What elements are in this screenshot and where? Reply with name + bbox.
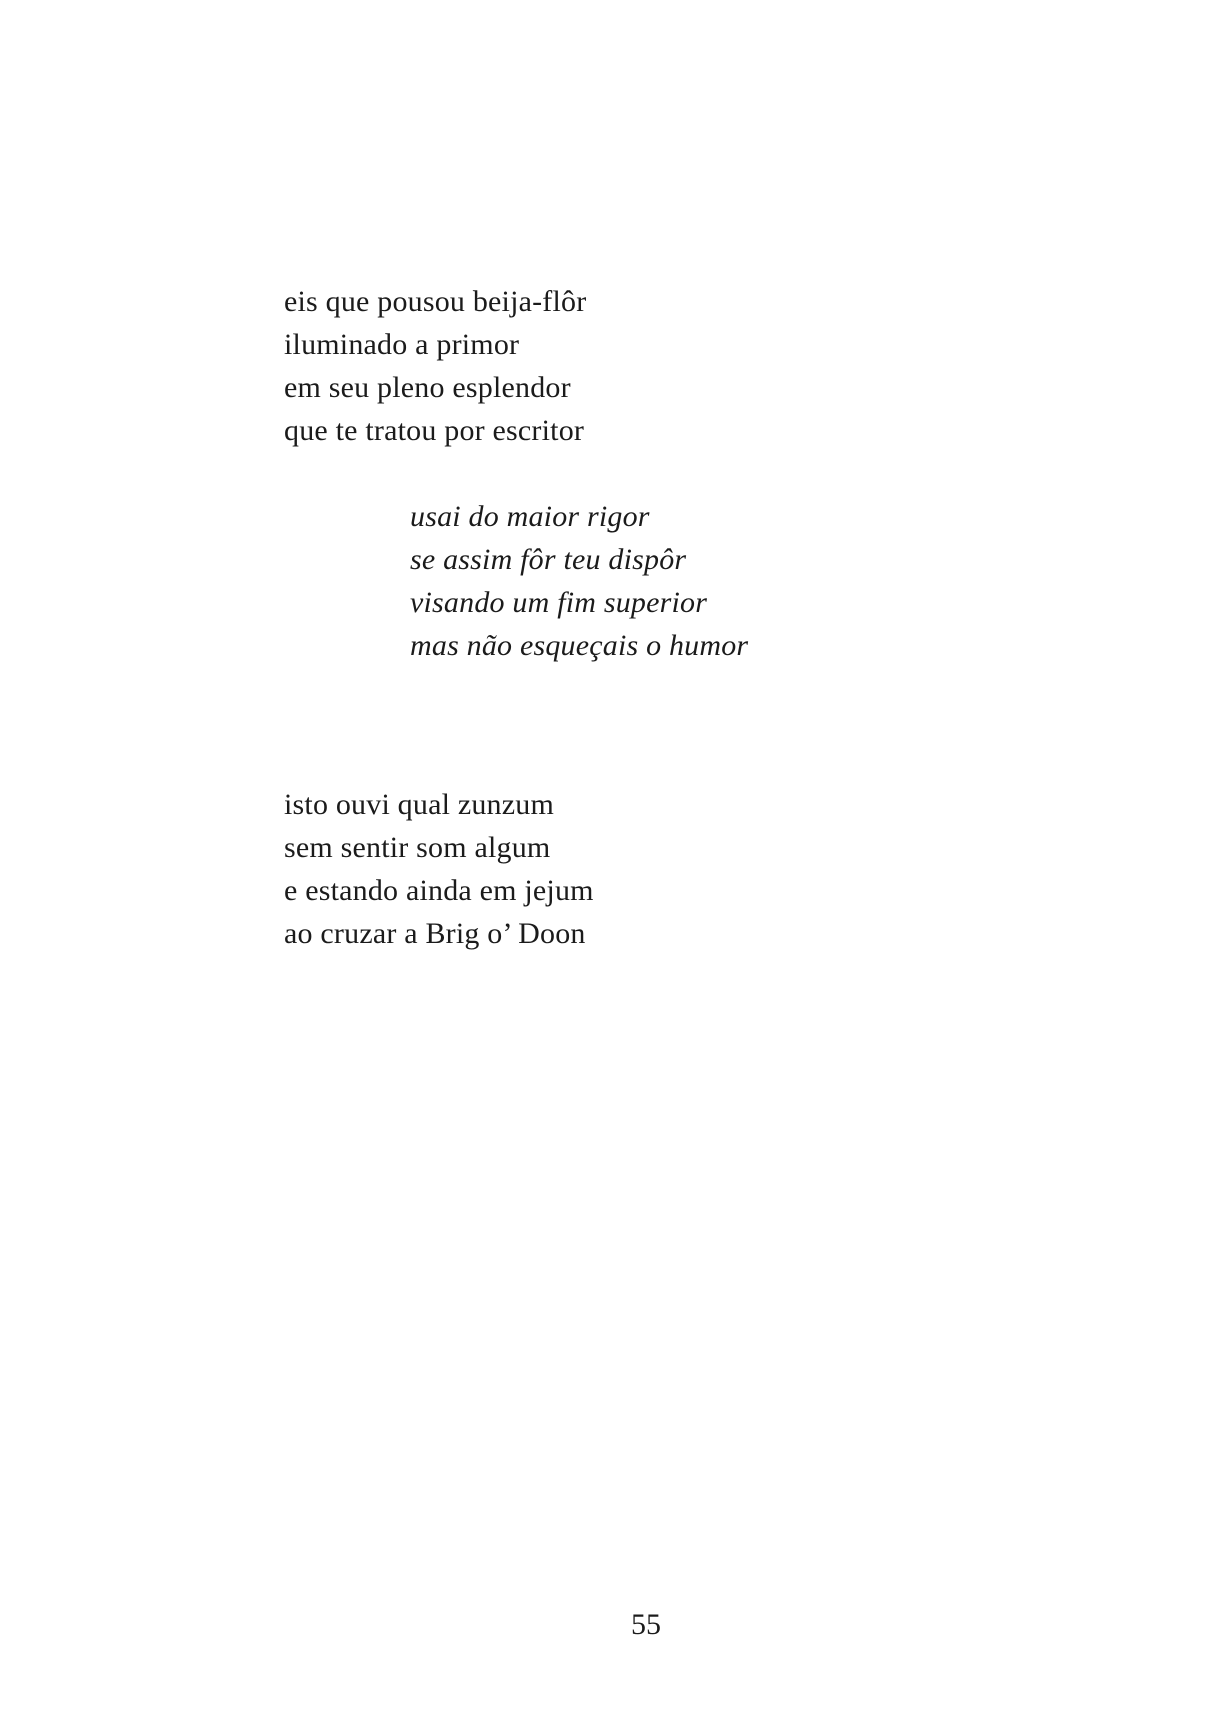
poem-line: mas não esqueçais o humor bbox=[410, 629, 749, 662]
poem-stanza-1 bbox=[284, 280, 586, 452]
poem-line: visando um fim superior bbox=[410, 586, 708, 619]
poem-line: sem sentir som algum bbox=[284, 831, 551, 864]
poem-line: eis que pousou beija-flôr bbox=[284, 285, 587, 318]
page-number: 55 bbox=[631, 1608, 661, 1641]
poem-line: usai do maior rigor bbox=[410, 500, 650, 533]
poem-line: se assim fôr teu dispôr bbox=[410, 543, 687, 576]
poem-line: e estando ainda em jejum bbox=[284, 874, 594, 907]
poem-line: isto ouvi qual zunzum bbox=[284, 788, 554, 821]
poem-stanza-2 bbox=[410, 495, 748, 667]
poem-line: ao cruzar a Brig o’ Doon bbox=[284, 917, 586, 950]
poem-line: que te tratou por escritor bbox=[284, 414, 585, 447]
poem-stanza-3 bbox=[284, 783, 594, 955]
poem-line: em seu pleno esplendor bbox=[284, 371, 571, 404]
poem-line: iluminado a primor bbox=[284, 328, 520, 361]
